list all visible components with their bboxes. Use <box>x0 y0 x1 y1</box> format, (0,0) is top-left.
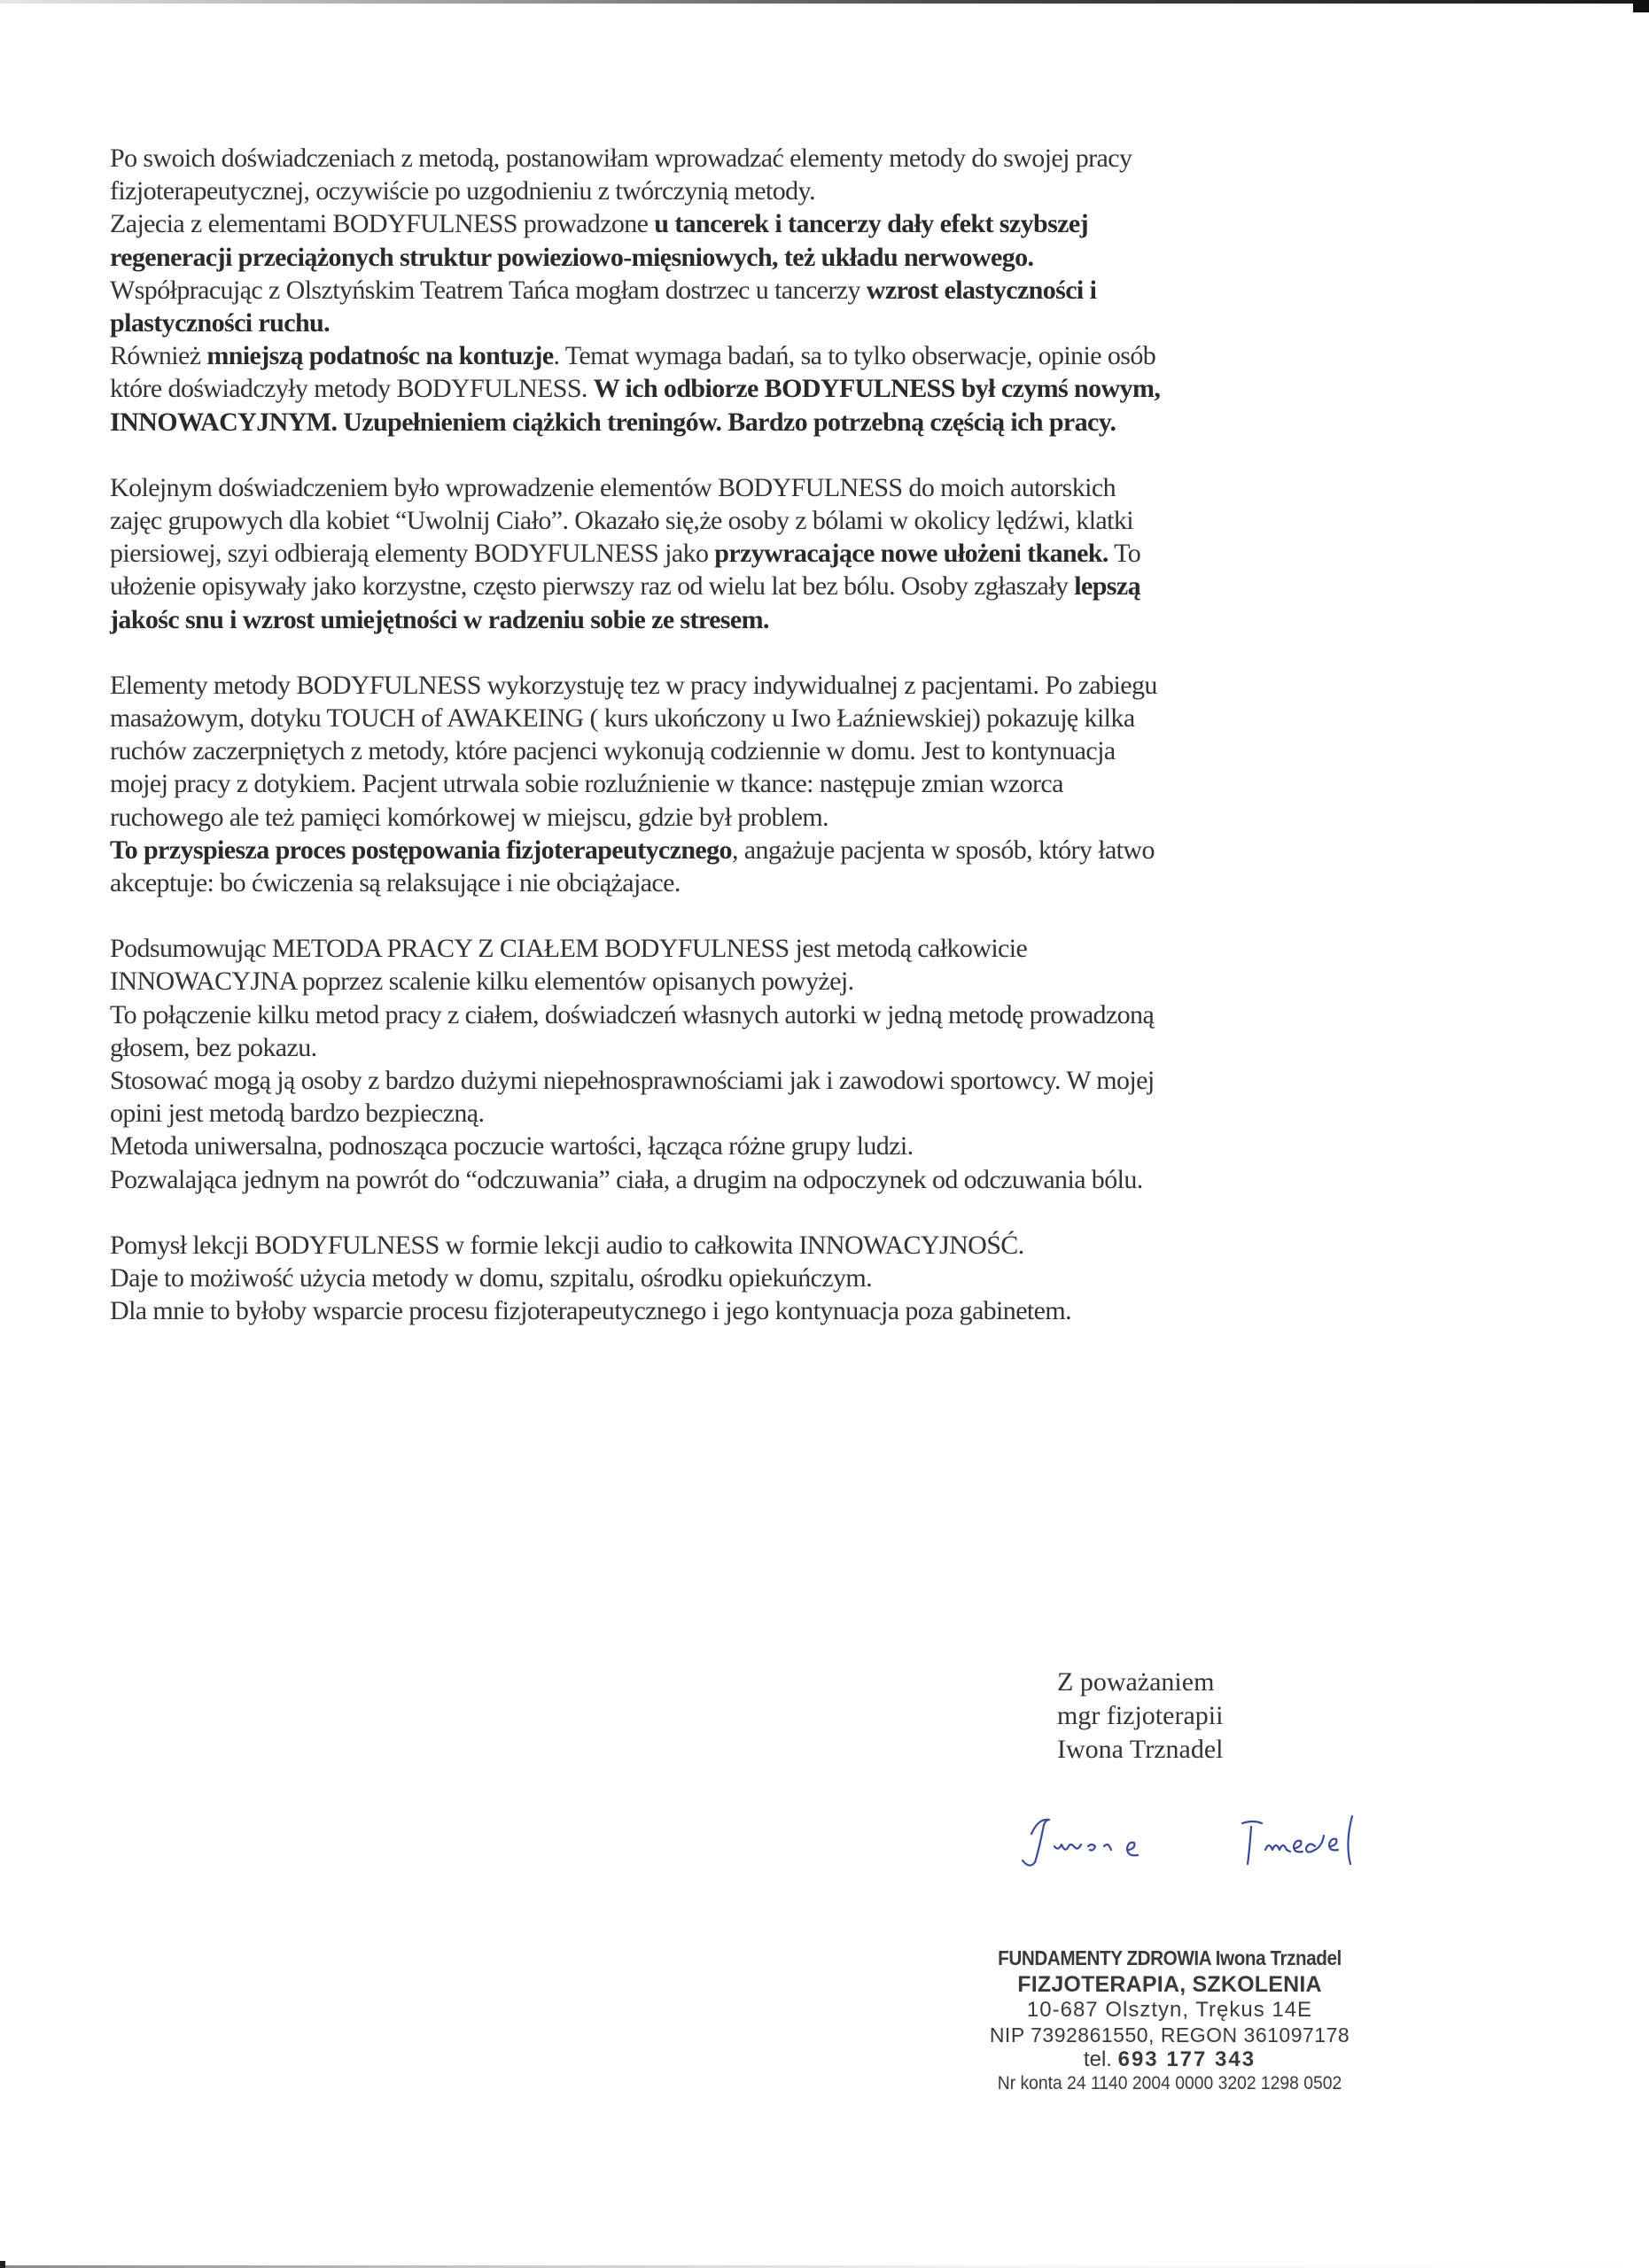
text-run: Kolejnym doświadczeniem było wprowadzenie elementów BODYFULNESS do moich autorskich <box>110 472 1116 502</box>
text-line <box>110 1229 1457 1262</box>
text-line <box>110 965 1457 998</box>
text-run: fizjoterapeutycznej, oczywiście po uzgodnieniu z twórczynią metody. <box>110 176 815 206</box>
text-run: To <box>1108 539 1141 569</box>
text-run: głosem, bez pokazu. <box>110 1032 317 1062</box>
text-run: zajęc grupowych dla kobiet “Uwolnij Ciało”. Okazało się,że osoby z bólami w okolicy lędźwi, klatki <box>110 506 1134 536</box>
text-line <box>110 1031 1457 1064</box>
scan-edge-top <box>0 0 1649 4</box>
text-run: piersiowej, szyi odbierają elementy BODYFULNESS jako <box>110 539 715 569</box>
closing-name: Iwona Trznadel <box>1057 1735 1224 1764</box>
text-run: Zajecia z elementami BODYFULNESS prowadzone <box>110 209 655 239</box>
text-run: Współpracując z Olsztyńskim Teatrem Tańca mogłam dostrzec u tancerzy <box>110 275 867 305</box>
bold-text-run: mniejszą podatnośc na kontuzje <box>206 341 554 371</box>
letter-body <box>110 142 1457 1361</box>
text-line <box>110 834 1457 866</box>
stamp-phone <box>939 2047 1400 2072</box>
text-run: To połączenie kilku metod pracy z ciałem, doświadczeń własnych autorki w jedną metodę prowadzoną <box>110 999 1155 1029</box>
text-line <box>110 406 1457 439</box>
stamp-company-name: FUNDAMENTY ZDROWIA Iwona Trznadel <box>998 1946 1342 1969</box>
text-run: Pozwalająca jednym na powrót do “odczuwania” ciała, a drugim na odpoczynek od odczuwania bólu. <box>110 1164 1143 1194</box>
text-line <box>110 1130 1457 1162</box>
text-line <box>110 801 1457 834</box>
text-line <box>110 1097 1457 1130</box>
text-run: Również <box>110 341 207 371</box>
text-line <box>110 669 1457 702</box>
bold-text-run: W ich odbiorze BODYFULNESS był czymś nowym, <box>593 374 1161 404</box>
paragraph <box>110 471 1457 636</box>
text-line <box>110 767 1457 800</box>
bold-text-run: INNOWACYJNYM. Uzupełnieniem ciążkich treningów. Bardzo potrzebną częścią ich pracy. <box>110 407 1116 437</box>
text-run: ruchowego ale też pamięci komórkowej w miejscu, gdzie był problem. <box>110 802 828 832</box>
text-line <box>110 339 1457 372</box>
text-line <box>110 1262 1457 1294</box>
text-line <box>110 570 1457 602</box>
text-line <box>110 372 1457 405</box>
text-line <box>110 702 1457 734</box>
stamp-services: FIZJOTERAPIA, SZKOLENIA <box>1017 1972 1322 1997</box>
text-run: Po swoich doświadczeniach z metodą, postanowiłam wprowadzać elementy metody do swojej pracy <box>110 144 1132 173</box>
company-stamp <box>939 1945 1400 2095</box>
bold-text-run: To przyspiesza proces postępowania fizjoterapeutycznego <box>110 835 732 865</box>
closing-title: mgr fizjoterapii <box>1057 1701 1224 1730</box>
bold-text-run: lepszą <box>1074 571 1140 602</box>
bold-text-run: jakośc snu i wzrost umiejętności w radzeniu sobie ze stresem. <box>110 604 769 634</box>
scan-corner-mark <box>1633 0 1649 12</box>
stamp-address: 10-687 Olsztyn, Trękus 14E <box>1026 1998 1313 2022</box>
text-line <box>110 504 1457 537</box>
paragraph <box>110 142 1457 439</box>
text-line <box>110 603 1457 636</box>
text-run: ruchów zaczerpniętych z metody, które pacjenci wykonują codziennie w domu. Jest to kontynuacja <box>110 736 1116 766</box>
closing-salutation: Z poważaniem <box>1057 1667 1215 1697</box>
text-run: które doświadczyły metody BODYFULNESS. <box>110 374 594 404</box>
text-line <box>110 175 1457 207</box>
text-run: Stosować mogą ją osoby z bardzo dużymi niepełnosprawnościami jak i zawodowi sportowcy. W mojej <box>110 1066 1155 1096</box>
bold-text-run: wzrost elastyczności i <box>866 275 1097 305</box>
stamp-bank-account: Nr konta 24 1140 2004 0000 3202 1298 0502 <box>997 2073 1342 2093</box>
text-run: Podsumowując METODA PRACY Z CIAŁEM BODYFULNESS jest metodą całkowicie <box>110 934 1028 964</box>
bold-text-run: przywracające nowe ułożeni tkanek. <box>714 539 1108 569</box>
text-run: Pomysł lekcji BODYFULNESS w formie lekcji audio to całkowita INNOWACYJNOŚĆ. <box>110 1230 1024 1260</box>
bold-text-run: regeneracji przeciążonych struktur powieziowo-mięsniowych, też układu nerwowego. <box>110 242 1034 272</box>
paragraph <box>110 932 1457 1196</box>
text-line <box>110 274 1457 307</box>
paragraph <box>110 1229 1457 1328</box>
paragraph <box>110 669 1457 899</box>
text-run: masażowym, dotyku TOUCH of AWAKEING ( kurs ukończony u Iwo Łaźniewskiej) pokazuję kilka <box>110 703 1135 734</box>
text-line <box>110 1064 1457 1097</box>
stamp-phone-label: tel. <box>1083 2047 1118 2071</box>
text-line <box>110 207 1457 240</box>
signature-icon <box>1019 1807 1444 1887</box>
text-line <box>110 471 1457 504</box>
text-line <box>110 734 1457 767</box>
text-line <box>110 932 1457 965</box>
text-line <box>110 307 1457 339</box>
text-run: Elementy metody BODYFULNESS wykorzystuję tez w pracy indywidualnej z pacjentami. Po zabiegu <box>110 670 1157 700</box>
scan-corner-mark-bottom <box>0 2261 5 2268</box>
text-line <box>110 537 1457 570</box>
text-run: Metoda uniwersalna, podnosząca poczucie wartości, łącząca różne grupy ludzi. <box>110 1131 914 1161</box>
text-run: opini jest metodą bardzo bezpieczną. <box>110 1099 485 1129</box>
closing-block <box>1057 1666 1223 1767</box>
text-run: INNOWACYJNA poprzez scalenie kilku elementów opisanych powyżej. <box>110 967 854 997</box>
text-run: Dla mnie to byłoby wsparcie procesu fizjoterapeutycznego i jego kontynuacja poza gabinetem. <box>110 1296 1071 1326</box>
text-run: ułożenie opisywały jako korzystne, często pierwszy raz od wielu lat bez bólu. Osoby zgłaszały <box>110 571 1075 602</box>
bold-text-run: plastyczności ruchu. <box>110 308 331 338</box>
text-line <box>110 998 1457 1031</box>
text-line <box>110 142 1457 175</box>
text-run: akceptuje: bo ćwiczenia są relaksujące i nie obciążajace. <box>110 868 681 898</box>
text-run: Daje to możiwość użycia metody w domu, szpitalu, ośrodku opiekuńczym. <box>110 1263 873 1293</box>
text-line <box>110 866 1457 899</box>
text-line <box>110 1294 1457 1327</box>
stamp-tax-ids: NIP 7392861550, REGON 361097178 <box>989 2023 1350 2047</box>
text-run: , angażuje pacjenta w sposób, który łatwo <box>731 835 1155 865</box>
text-run: . Temat wymaga badań, sa to tylko obserwacje, opinie osób <box>553 341 1156 371</box>
handwritten-signature <box>1019 1807 1444 1887</box>
text-line <box>110 1163 1457 1196</box>
text-line <box>110 241 1457 274</box>
stamp-phone-number: 693 177 343 <box>1117 2047 1256 2071</box>
bold-text-run: u tancerek i tancerzy dały efekt szybszej <box>654 209 1088 239</box>
text-run: mojej pracy z dotykiem. Pacjent utrwala sobie rozluźnienie w tkance: następuje zmian wzorca <box>110 769 1063 799</box>
